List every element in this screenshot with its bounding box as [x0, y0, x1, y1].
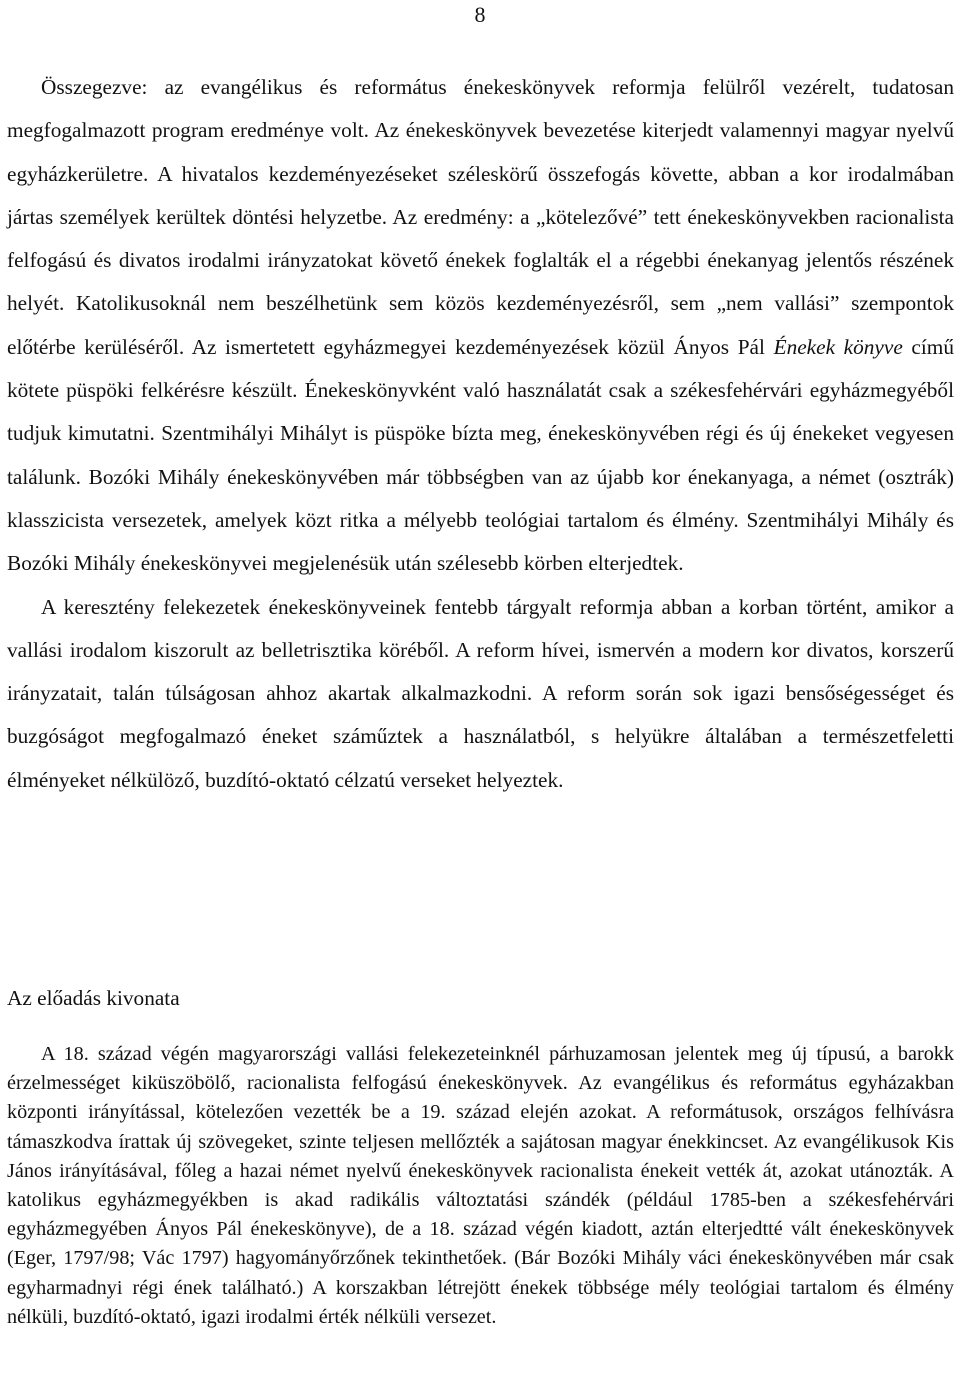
paragraph-reform: A keresztény felekezetek énekeskönyveinek fentebb tárgyalt reformja abban a korban történt, amikor a vallási irodalom kiszorult az belletrisztika köréből. A reform hívei, ismervén a modern kor divatos, korszerű irányzatait, talán túlságosan ahhoz akartak alkalmazkodni. A reform során sok igazi bensőségességet és buzgóságot megfogalmazó éneket száműztek a használatból, s helyükre általában a természetfeletti élményeket nélkülöző, buzdító-oktató célzatú verseket helyeztek. — [7, 594, 954, 792]
page-number: 8 — [474, 2, 486, 27]
abstract-body — [7, 1040, 954, 1332]
paragraph-summary-part2: című kötete püspöki felkérésre készült. Énekeskönyvként való használatát csak a székesfehérvári egyházmegyéből tudjuk kimutatni. Szentmihályi Mihályt is püspöke bízta meg, énekeskönyvében régi és új énekeket vegyesen találunk. Bozóki Mihály énekeskönyvében már többségben van az újabb kor énekanyaga, a német (osztrák) klasszicista versezetek, amelyek közt ritka a mélyebb teológiai tartalom és élmény. Szentmihályi Mihály és Bozóki Mihály énekeskönyvei megjelenésük után szélesebb körben elterjedtek. — [7, 334, 954, 576]
abstract-paragraph: A 18. század végén magyarországi vallási felekezeteinknél párhuzamosan jelentek meg új típusú, a barokk érzelmességet kiküszöbölő, racionalista felfogású énekeskönyvek. Az evangélikus és református egyházakban központi irányítással, kötelezően vezették be a 19. század elején azokat. A reformátusok, országos felhívásra támaszkodva írattak új szövegeket, szinte teljesen mellőzték a sajátosan magyar énekkincset. Az evangélikusok Kis János irányításával, főleg a hazai német nyelvű énekeskönyvek racionalista énekeit vették át, azokat utánozták. A katolikus egyházmegyékben is akad radikális változtatási szándék (például 1785-ben a székesfehérvári egyházmegyében Ányos Pál énekeskönyve), de a 18. század végén kiadott, aztán elterjedtté vált énekeskönyvek (Eger, 1797/98; Vác 1797) hagyományőrzőnek tekinthetőek. (Bár Bozóki Mihály váci énekeskönyvében már csak egyharmadnyi régi ének található.) A korszakban létrejött énekek többsége mély teológiai tartalom és élmény nélküli, buzdító-oktató, igazi irodalmi érték nélküli versezet. — [7, 1043, 954, 1328]
abstract-heading: Az előadás kivonata — [7, 986, 180, 1010]
paragraph-summary-part1: Összegezve: az evangélikus és református énekeskönyvek reformja felülről vezérelt, tudatosan megfogalmazott program eredménye volt. Az énekeskönyvek bevezetése kiterjedt valamennyi magyar nyelvű egyházkerületre. A hivatalos kezdeményezéseket széleskörű összefogás követte, abban a kor irodalmában jártas személyek kerültek döntési helyzetbe. Az eredmény: a „kötelezővé” tett énekeskönyvekben racionalista felfogású és divatos irodalmi irányzatokat követő énekek foglalták el a régebbi énekanyag jelentős részének helyét. Katolikusoknál nem beszélhetünk sem közös kezdeményezésről, sem „nem vallási” szempontok előtérbe kerüléséről. Az ismertetett egyházmegyei kezdeményezések közül Ányos Pál — [7, 75, 954, 359]
paragraph-summary — [7, 66, 954, 586]
book-title-enekek-konyve: Énekek könyve — [773, 334, 903, 359]
body-text — [7, 66, 954, 802]
